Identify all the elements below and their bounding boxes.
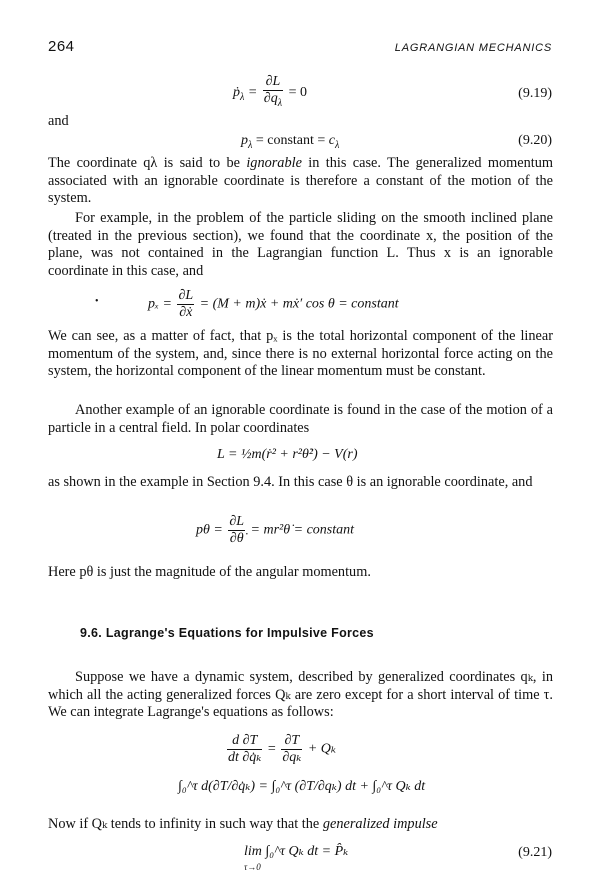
paragraph-angular-momentum: Here pθ is just the magnitude of the angular momentum. xyxy=(48,564,371,580)
paragraph-ignorable xyxy=(48,155,553,208)
eq-imp1-lhs-fraction xyxy=(227,733,262,766)
page-number: 264 xyxy=(48,38,75,55)
eq-px-num: ∂L xyxy=(178,288,194,303)
para-1-emphasis: ignorable xyxy=(246,155,302,171)
paragraph-impulsive: Suppose we have a dynamic system, described by generalized coordinates qₖ, in which all the acting generalized forces Qₖ are zero except for a short interval of time τ. We can integrate Lagrange's equations as follows: xyxy=(48,669,553,721)
running-title: LAGRANGIAN MECHANICS xyxy=(394,42,552,54)
equation-lagrangian: L = ½m(ṙ² + r²θ̇²) − V(r) xyxy=(217,447,358,462)
eq-ptheta-fraction xyxy=(228,514,245,547)
and-text: and xyxy=(48,113,69,129)
eq-9-19-fraction xyxy=(263,74,283,112)
eq-ptheta-den: ∂θ̇ xyxy=(229,531,244,546)
stray-dot: • xyxy=(95,296,99,307)
equation-impulse-1: $\frac{d \partial T}{\text{dt ∂q̇ₖ}}$ = $\frac{\partial T}{\text{∂qₖ}}$ + Qₖ xyxy=(228,733,337,765)
equation-9-20: $p_\lambda$ = constant = $c_\lambda$ xyxy=(241,133,340,151)
eq-px-fraction xyxy=(177,288,194,321)
eq-imp1-mid-num: ∂T xyxy=(281,733,302,750)
para-8-emphasis: generalized impulse xyxy=(322,816,438,832)
eq-9-19-den: $\partial q_\lambda$ xyxy=(263,91,283,109)
eq-imp1-mid-fraction xyxy=(281,733,302,766)
equation-ptheta xyxy=(196,514,354,547)
eq-imp1-mid-den: ∂qₖ xyxy=(282,750,302,765)
section-heading: 9.6. Lagrange's Equations for Impulsive Forces xyxy=(80,626,374,640)
eq-imp1-rhs: + Qₖ xyxy=(307,741,337,757)
para-8-a: Now if Qₖ tends to infinity in such way that the xyxy=(48,816,323,832)
eq-px-lhs: pₓ = xyxy=(148,296,172,312)
equation-impulse-2: ∫₀^τ d(∂T/∂q̇ₖ) = ∫₀^τ (∂T/∂qₖ) dt + ∫₀^τ Qₖ dt xyxy=(178,779,426,794)
eq-9-19-num: ∂L xyxy=(263,74,283,91)
eq-label-9-20: (9.20) xyxy=(518,133,552,148)
paragraph-central-field: Another example of an ignorable coordinate is found in the case of the motion of a particle in a central field. In polar coordinates xyxy=(48,402,553,436)
paragraph-inclined-plane: For example, in the problem of the particle sliding on the smooth inclined plane (treated in the previous section), we found that the coordinate x, the position of the plane, was not contained in the Lagrangian function L. Thus x is an ignorable coordinate in this case, and xyxy=(48,210,553,279)
para-1-b: in this case. The generalized momentum associated with an ignorable coordinate is therefore a constant of the motion of the system. xyxy=(48,155,554,207)
eq-px-den: ∂ẋ xyxy=(179,305,193,320)
para-1-a: The coordinate qλ is said to be xyxy=(48,155,247,171)
paragraph-section-ref: as shown in the example in Section 9.4. In this case θ is an ignorable coordinate, and xyxy=(48,474,533,490)
eq-ptheta-lhs: pθ = xyxy=(196,522,223,538)
equation-px xyxy=(148,288,399,321)
eq-imp1-lhs-num: d ∂T xyxy=(227,733,262,750)
eq-label-9-21: (9.21) xyxy=(518,845,552,860)
eq-ptheta-rhs: = mr²θ̇ = constant xyxy=(250,522,355,538)
equation-9-19 xyxy=(233,74,307,112)
equation-9-21: lim ∫₀^τ Qₖ dt = P̂ₖ xyxy=(244,844,349,859)
eq-9-21-limit-sub: τ→0 xyxy=(244,862,261,872)
eq-9-19-rhs: = 0 xyxy=(288,85,307,101)
paragraph-horizontal-momentum: We can see, as a matter of fact, that pₓ is the total horizontal component of the linear momentum of the system, and, since there is no external horizontal force acting on the system, the horizontal component of the linear momentum must be constant. xyxy=(48,328,553,380)
eq-px-rhs: = (M + m)ẋ + mẋ′ cos θ = constant xyxy=(199,296,399,312)
paragraph-generalized-impulse xyxy=(48,816,553,834)
eq-imp1-lhs-den: dt ∂q̇ₖ xyxy=(228,750,262,765)
eq-label-9-19: (9.19) xyxy=(518,86,552,101)
eq-ptheta-num: ∂L xyxy=(229,514,245,529)
eq-9-19-lhs: ṗ$_\lambda$ = xyxy=(233,85,258,103)
